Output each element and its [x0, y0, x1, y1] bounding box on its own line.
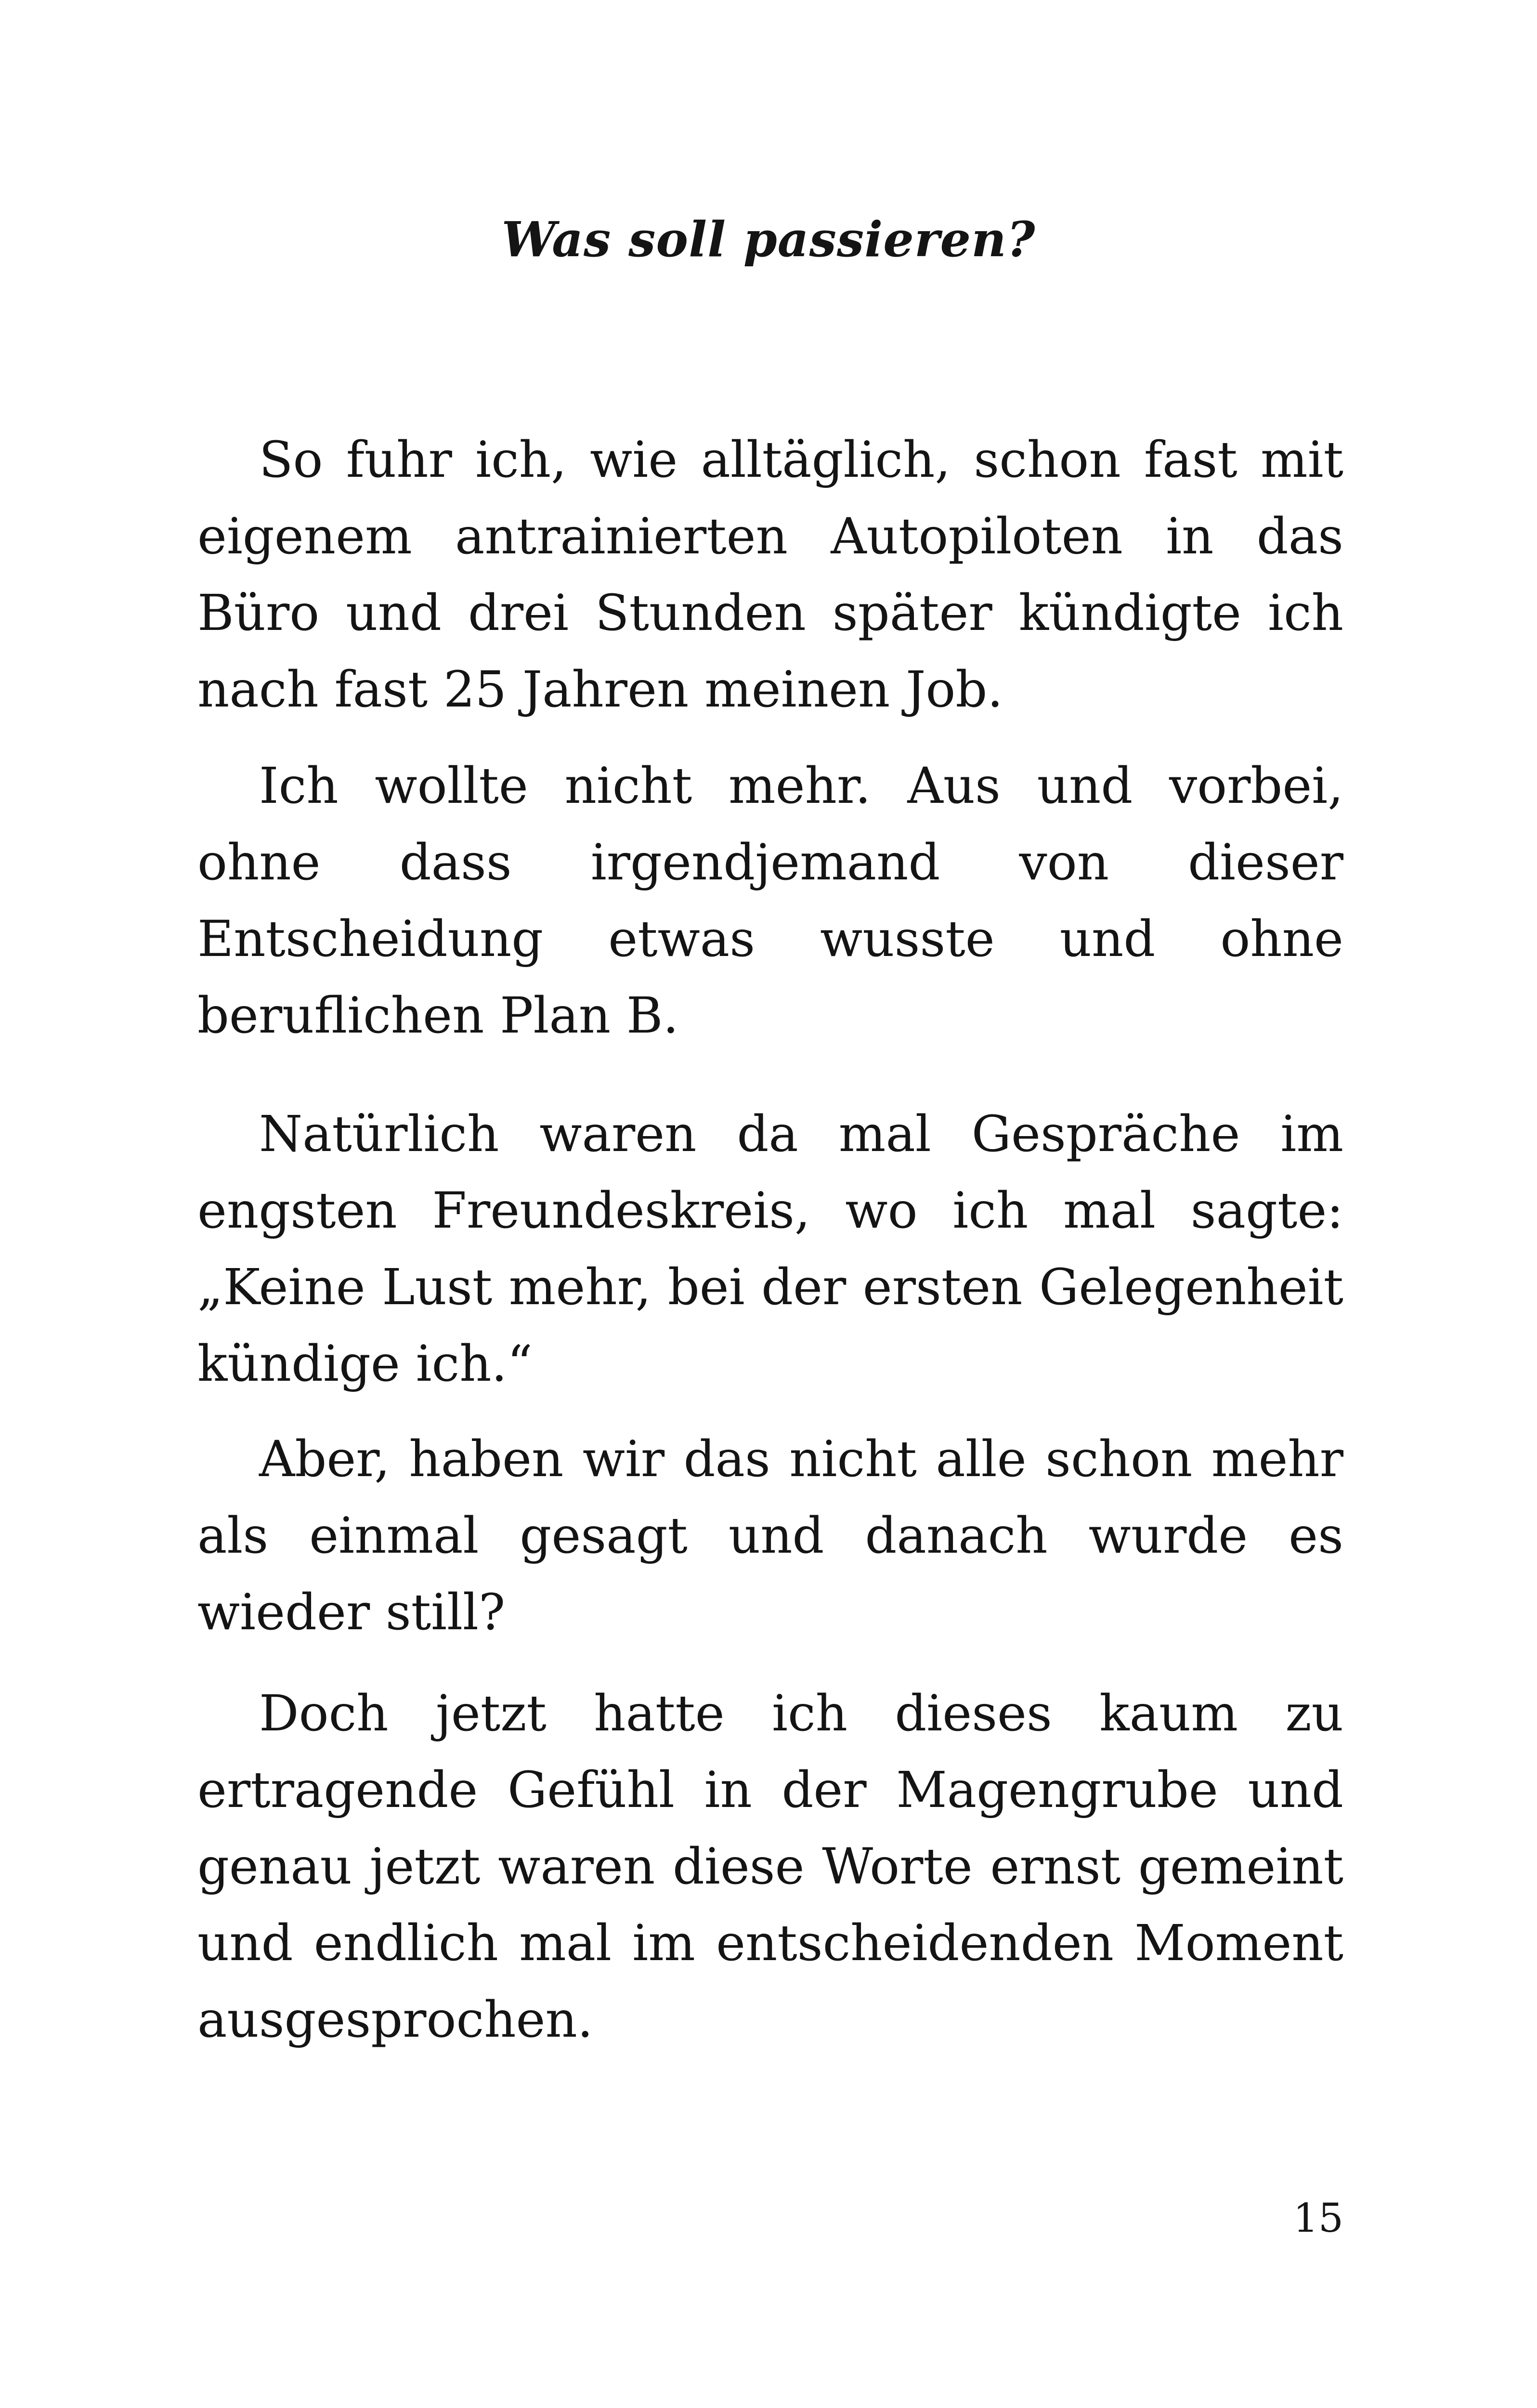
paragraph-2: Ich wollte nicht mehr. Aus und vorbei, ohne dass irgendjemand von dieser Entscheidung etwas wusste und ohne beruflichen Plan B. — [197, 757, 1343, 1045]
section-heading: Was soll passieren? — [501, 211, 1036, 268]
paragraph-4: Aber, haben wir das nicht alle schon mehr als einmal gesagt und danach wurde es wieder still? — [197, 1430, 1343, 1641]
paragraph-5: Doch jetzt hatte ich dieses kaum zu ertragende Gefühl in der Magengrube und genau jetzt waren diese Worte ernst gemeint und endlich mal im entscheidenden Moment ausgesprochen. — [197, 1685, 1343, 2049]
paragraph-3: Natürlich waren da mal Gespräche im engsten Freundeskreis, wo ich mal sagte: „Keine Lust mehr, bei der ersten Gelegenheit kündige ich.“ — [197, 1105, 1343, 1393]
page-number: 15 — [1293, 2196, 1343, 2241]
paragraph-1: So fuhr ich, wie alltäglich, schon fast mit eigenem antrainierten Autopiloten in das Büro und drei Stunden später kündigte ich nach fast 25 Jahren meinen Job. — [197, 431, 1343, 719]
